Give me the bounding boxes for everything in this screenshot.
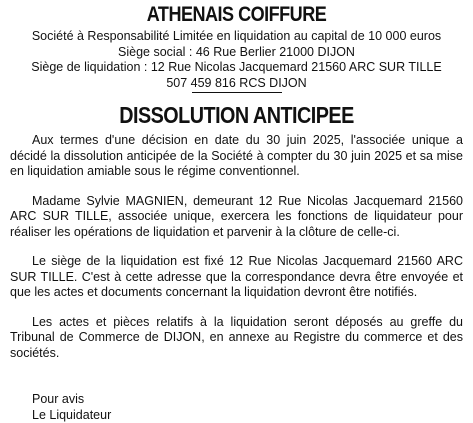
- legal-form: Société à Responsabilité Limitée en liquidation au capital de 10 000 euros: [10, 29, 463, 45]
- liquidation-office: Siège de liquidation : 12 Rue Nicolas Jacquemard 21560 ARC SUR TILLE: [10, 60, 463, 76]
- paragraph-liquidation-office: Le siège de la liquidation est fixé 12 Rue Nicolas Jacquemard 21560 ARC SUR TILLE. C'est à cette adresse que la correspondance devra être envoyée et que les actes et documents concernant la liquidation devront être notifiés.: [10, 254, 463, 301]
- notice-title: DISSOLUTION ANTICIPEE: [42, 101, 432, 129]
- head-office: Siège social : 46 Rue Berlier 21000 DIJON: [10, 45, 463, 61]
- company-details: [10, 29, 463, 91]
- legal-notice: [10, 2, 463, 423]
- signoff-line-2: Le Liquidateur: [32, 408, 463, 423]
- signoff: [10, 392, 463, 423]
- paragraph-decision: Aux termes d'une décision en date du 30 juin 2025, l'associée unique a décidé la dissolution anticipée de la Société à compter du 30 juin 2025 et sa mise en liquidation amiable sous le régime conventionnel.: [10, 133, 463, 180]
- registration-number: 507 459 816 RCS DIJON: [10, 76, 463, 92]
- paragraph-filing: Les actes et pièces relatifs à la liquidation seront déposés au greffe du Tribunal de Commerce de DIJON, en annexe au Registre du commerce et des sociétés.: [10, 315, 463, 362]
- signoff-line-1: Pour avis: [32, 392, 463, 408]
- company-name: ATHENAIS COIFFURE: [42, 2, 432, 28]
- separator-line: [192, 92, 282, 93]
- paragraph-liquidator: Madame Sylvie MAGNIEN, demeurant 12 Rue Nicolas Jacquemard 21560 ARC SUR TILLE, associée unique, exercera les fonctions de liquidateur pour réaliser les opérations de liquidation et parvenir à la clôture de celle-ci.: [10, 194, 463, 241]
